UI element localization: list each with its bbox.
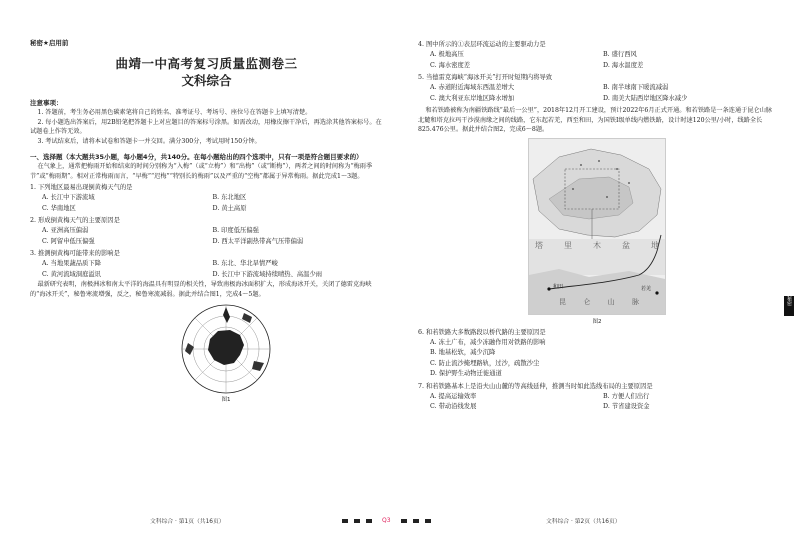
question-6: 6. 和若铁路大多数路段以桥代路的主要原因是 [418, 328, 546, 336]
q2-option-b: B. 印度低压偏强 [212, 227, 259, 234]
q7-option-d: D. 节省建设资金 [603, 403, 650, 410]
secret-label: 秘密★启用前 [30, 39, 69, 47]
figure-2-caption: 图2 [592, 318, 602, 325]
q7-option-b: B. 方便人们出行 [603, 392, 650, 400]
right-footer: 文科综合 · 第2页（共16页） [546, 519, 621, 525]
question-3: 3. 推测倒黄梅可能带来的影响是 [30, 250, 120, 257]
q3-option-a: A. 当地果蔬品质下降 [42, 260, 101, 267]
mark-square [342, 519, 348, 523]
q4-option-a: A. 极地高压 [430, 51, 464, 58]
q1-option-b: B. 东北地区 [212, 194, 247, 201]
question-2: 2. 形成倒黄梅天气的主要原因是 [30, 217, 120, 224]
q1-option-c: C. 华南地区 [42, 204, 76, 212]
mountain-label [559, 297, 639, 307]
question-5-options [418, 83, 776, 104]
antarctic-globe-figure [180, 303, 272, 395]
question-5: 5. 当德雷克海峡“海冰开关”打开时短期内将导致 [418, 74, 553, 81]
note-3: 3. 考试结束后，请将本试卷和答题卡一并交回。满分300分，考试用时150分钟。 [37, 137, 261, 145]
basin-char: 盆 [622, 240, 630, 250]
question-3-options [30, 259, 383, 280]
q5-option-b: B. 南半球南下暖流减弱 [603, 84, 669, 91]
section-1-heading: 一、选择题（本大题共35小题，每小题4分，共140分。在每小题给出的四个选项中，只有一项是符合题目要求的） [30, 153, 363, 161]
basin-char: 木 [593, 240, 601, 250]
note-1: 1. 答题前，考生务必用黑色碳素笔将自己的姓名、准考证号、考场号、座位号在答题卡上填写清楚。 [37, 109, 312, 116]
passage-1: 在气象上，通常把梅雨开始和结束的时间分别称为“入梅”（或“立梅”）和“出梅”（或“断梅”），两者之间的时间称为“梅雨季节”或“梅雨期”。相对正常梅雨而言，“早梅”“迟梅”“特别长的梅雨”以及严重的“空梅”都属于异常梅雨。据此完成1～3题。 [30, 163, 373, 180]
question-1: 1. 下列地区最易出现倒黄梅天气的是 [30, 184, 133, 191]
mountain-char: 昆 [559, 297, 566, 306]
q6-option-b: B. 地基松软，减少沉降 [430, 349, 496, 356]
q3-option-d: D. 长江中下游流域持续晴热、高温少雨 [212, 270, 323, 278]
railway-map-figure [528, 138, 666, 315]
q2-option-d: D. 西太平洋副热带高气压带偏弱 [212, 237, 304, 245]
mountain-char: 仑 [583, 297, 591, 306]
question-7-options [418, 392, 776, 413]
q4-option-c: C. 海水密度差 [430, 61, 471, 69]
q4-option-d: D. 海水温度差 [603, 61, 644, 69]
left-footer: 文科综合 · 第1页（共16页） [150, 519, 225, 525]
figure-1-caption: 图1 [221, 397, 231, 403]
q2-option-c: C. 阿留申低压偏强 [42, 237, 95, 245]
question-4-options [418, 50, 776, 71]
q6-option-a: A. 冻土广布，减少冻融作用对铁路的影响 [430, 338, 546, 346]
side-tab [784, 296, 794, 316]
paper-code: Q3 [382, 517, 391, 524]
q3-option-c: C. 黄河流域洞庭溢讯 [42, 270, 101, 278]
passage-2: 最新研究表明，南极洲冰和南太平洋的海温具有明显的相关性，导致南极海冰面积扩大，形成海冰开关，关闭了德雷克海峡的“海冰开关”，秘鲁寒流增强，反之，秘鲁寒流减弱。据此并结合图1，完成4～5题。 [30, 281, 372, 298]
q7-option-a: A. 提高运输效率 [430, 392, 477, 400]
city-ruoqiang: 若羌 [641, 285, 652, 292]
city-hotan: 和田 [553, 283, 564, 290]
q5-option-a: A. 赤道附近海域东西温差增大 [430, 84, 515, 91]
basin-char: 地 [651, 240, 659, 250]
notes-heading: 注意事项： [30, 99, 63, 107]
note-2: 2. 每小题选出答案后，用2B铅笔把答题卡上对应题目的答案标号涂黑。如需改动，用橡皮擦干净后，再选涂其他答案标号。在试题卷上作答无效。 [30, 118, 382, 135]
mark-square [354, 519, 360, 523]
exam-title: 曲靖一中高考复习质量监测卷三 [115, 56, 298, 71]
basin-label [535, 240, 659, 251]
passage-3: 和若铁路被称为南疆铁路线“最后一公里”，2018年12月开工建设，预计2022年6月正式开通。和若铁路是一条连通于昆仑山脉北麓和塔克拉玛干沙漠南缘之间的线路，它东起若羌，西至和田，为国铁Ⅰ级单线内燃铁路，设计时速120公里/小时，线路全长825.476公里。据此并结合图2，完成6～8题。 [418, 107, 773, 133]
exam-subtitle: 文科综合 [181, 73, 232, 88]
basin-char: 塔 [535, 240, 543, 250]
question-7: 7. 和若铁路基本上是沿夫山山麓的等高线延伸，推测当时如此选线布局的主要原因是 [418, 382, 653, 390]
q2-option-a: A. 亚洲高压偏弱 [42, 227, 89, 234]
question-4: 4. 图中所示的①表层环流运动的主要驱动力是 [418, 41, 546, 48]
q3-option-b: B. 东北、华北旱情严峻 [212, 260, 278, 267]
globe-svg [180, 303, 272, 395]
q6-option-d: D. 保护野生动物迁徙通道 [430, 370, 502, 377]
right-page [400, 0, 794, 544]
question-2-options [30, 226, 383, 247]
side-tab-label: 秘密 [786, 296, 792, 306]
q7-option-c: C. 带动沿线发展 [430, 403, 477, 410]
basin-char: 里 [564, 240, 572, 250]
question-1-options [30, 193, 383, 214]
q1-option-d: D. 黄土高原 [212, 204, 247, 212]
q5-option-d: D. 南美大陆西岸地区降水减少 [603, 94, 688, 102]
q1-option-a: A. 长江中下游流域 [42, 194, 95, 201]
question-6-options [418, 338, 776, 380]
mountain-char: 脉 [631, 297, 639, 306]
q5-option-c: C. 澳大利亚东岸地区降水增加 [430, 94, 515, 102]
q4-option-b: B. 盛行西风 [603, 51, 637, 58]
mark-square [366, 519, 372, 523]
q6-option-c: C. 防止流沙掩埋路轨，过沙，疏散沙尘 [430, 359, 540, 367]
mountain-char: 山 [607, 297, 615, 306]
